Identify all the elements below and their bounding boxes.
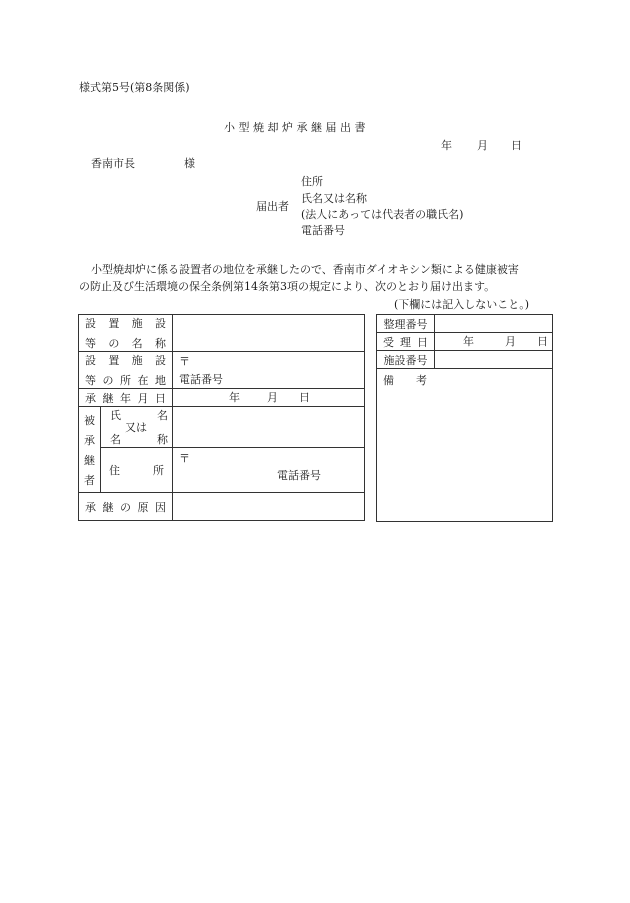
- reg-no-label: 整理番号: [377, 315, 435, 333]
- postal-mark: 〒: [179, 452, 190, 465]
- applicant-name: 氏名又は名称: [301, 192, 367, 205]
- date-month: 月: [477, 139, 488, 152]
- label-char: 置: [108, 354, 120, 367]
- label-char: 等: [85, 374, 96, 387]
- facility-name-row: [79, 315, 365, 352]
- label-char: 日: [155, 391, 166, 405]
- label-char: 年: [120, 391, 131, 405]
- label-char: 住: [109, 464, 120, 477]
- office-note: (下欄には記入しないこと。): [394, 298, 530, 311]
- date-day: 日: [511, 139, 522, 152]
- receipt-date-row: [377, 333, 553, 351]
- label-char: の: [102, 374, 114, 387]
- label-char: 継: [102, 500, 114, 514]
- receipt-date-value: [435, 333, 553, 351]
- label-char: 名: [157, 409, 168, 422]
- label-char: の: [108, 337, 120, 350]
- label-char: 考: [416, 374, 427, 387]
- cause-label-cell: [79, 493, 173, 521]
- remarks-row: [377, 369, 553, 522]
- applicant-address: 住所: [301, 175, 323, 188]
- label-char: 原: [137, 500, 149, 514]
- label-char: の: [120, 500, 131, 514]
- label-char: 氏: [110, 409, 121, 422]
- label-char: 承: [85, 500, 96, 514]
- addressee-name: 香南市長: [91, 157, 135, 170]
- label-char: 継: [84, 453, 95, 467]
- reg-no-row: [377, 315, 553, 333]
- postal-mark: 〒: [179, 355, 190, 368]
- label-char: 名: [110, 433, 121, 446]
- succession-form-table: [78, 314, 365, 521]
- label-char: 名: [131, 337, 143, 350]
- label-char: 所: [153, 464, 164, 477]
- label-char: 称: [154, 337, 166, 350]
- facility-location-input[interactable]: [173, 352, 365, 389]
- reg-no-input: [435, 315, 553, 333]
- label-char: 日: [417, 335, 428, 349]
- facility-no-row: [377, 351, 553, 369]
- succession-day: 日: [299, 391, 310, 404]
- label-char: 称: [157, 433, 168, 446]
- body-text-line1: 小型焼却炉に係る設置者の地位を承継したので、香南市ダイオキシン類による健康被害: [91, 263, 519, 276]
- cause-input[interactable]: [173, 493, 365, 521]
- applicant-note: (法人にあっては代表者の職氏名): [301, 208, 464, 221]
- label-char: 地: [155, 374, 166, 387]
- facility-location-row: [79, 352, 365, 389]
- label-char: 設: [154, 354, 166, 367]
- succession-date-row: [79, 389, 365, 407]
- label-char: 在: [137, 374, 149, 387]
- label-char: 設: [85, 354, 96, 367]
- label-char: 又は: [125, 421, 147, 434]
- facility-no-label: 施設番号: [377, 351, 435, 369]
- label-char: 備: [383, 374, 394, 387]
- label-char: 施: [131, 354, 143, 367]
- label-char: 所: [120, 374, 131, 387]
- date-year: 年: [441, 139, 452, 152]
- label-char: 因: [155, 500, 166, 514]
- predecessor-name-row: [79, 407, 365, 448]
- addressee-honorific: 様: [184, 157, 195, 170]
- label-char: 承: [85, 391, 96, 405]
- label-char: 者: [84, 473, 95, 487]
- label-char: 置: [108, 317, 120, 330]
- label-char: 被: [84, 413, 95, 427]
- succession-month: 月: [267, 391, 278, 404]
- predecessor-name-label-cell: [101, 407, 173, 448]
- receipt-month: 月: [505, 335, 516, 348]
- label-char: 受: [383, 335, 394, 349]
- succession-year: 年: [229, 391, 240, 404]
- predecessor-address-label-cell: [101, 448, 173, 493]
- facility-phone-label: 電話番号: [179, 373, 223, 386]
- facility-location-label-cell: [79, 352, 173, 389]
- applicant-label: 届出者: [256, 200, 289, 213]
- predecessor-address-row: [79, 448, 365, 493]
- predecessor-phone-label: 電話番号: [277, 469, 321, 482]
- label-char: 施: [131, 317, 143, 330]
- label-char: 継: [102, 391, 114, 405]
- body-text-line2: の防止及び生活環境の保全条例第14条第3項の規定により、次のとおり届け出ます。: [79, 280, 496, 293]
- document-title: 小 型 焼 却 炉 承 継 届 出 書: [224, 121, 366, 134]
- predecessor-name-input[interactable]: [173, 407, 365, 448]
- facility-no-input: [435, 351, 553, 369]
- office-use-table: [376, 314, 553, 522]
- predecessor-address-input[interactable]: [173, 448, 365, 493]
- label-char: 月: [137, 391, 149, 405]
- label-char: 設: [154, 317, 166, 330]
- label-char: 設: [85, 317, 96, 330]
- receipt-day: 日: [537, 335, 548, 348]
- receipt-year: 年: [463, 335, 474, 348]
- facility-name-input[interactable]: [173, 315, 365, 352]
- label-char: 等: [85, 337, 96, 350]
- remarks-cell: [377, 369, 553, 522]
- label-char: 承: [84, 433, 95, 447]
- label-char: 理: [400, 335, 411, 349]
- receipt-date-label: [377, 333, 435, 351]
- predecessor-label-cell: [79, 407, 101, 493]
- cause-row: [79, 493, 365, 521]
- applicant-phone: 電話番号: [301, 224, 345, 237]
- form-id: 様式第5号(第8条関係): [79, 81, 190, 94]
- succession-date-input[interactable]: [173, 389, 365, 407]
- facility-name-label-cell: [79, 315, 173, 352]
- succession-date-label-cell: [79, 389, 173, 407]
